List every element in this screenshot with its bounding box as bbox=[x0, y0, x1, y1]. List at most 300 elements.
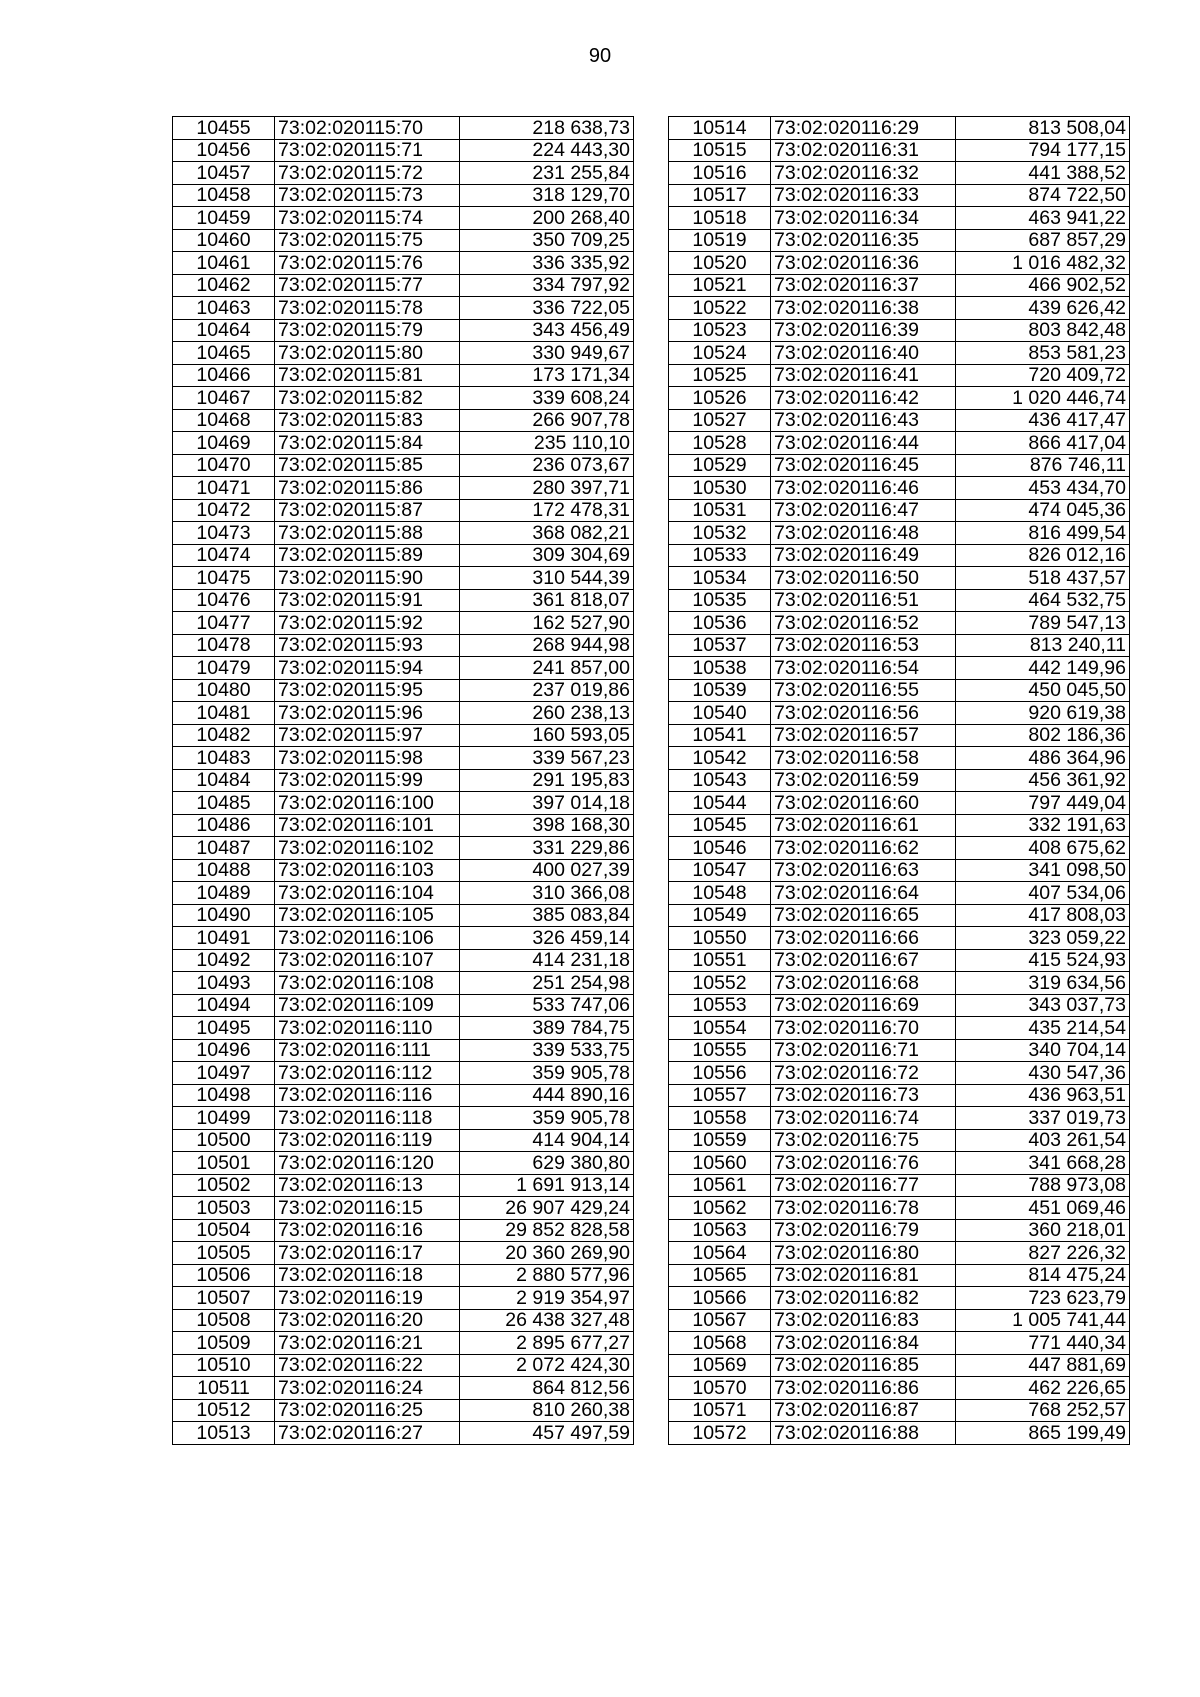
value-cell: 340 704,14 bbox=[956, 1039, 1130, 1062]
row-number-cell: 10544 bbox=[669, 792, 771, 815]
row-number-cell: 10464 bbox=[173, 319, 275, 342]
row-number-cell: 10475 bbox=[173, 567, 275, 590]
table-row bbox=[173, 882, 634, 905]
table-row bbox=[669, 1309, 1130, 1332]
row-number-cell: 10471 bbox=[173, 477, 275, 500]
value-cell: 310 544,39 bbox=[460, 567, 634, 590]
row-number-cell: 10526 bbox=[669, 387, 771, 410]
table-row bbox=[669, 1377, 1130, 1400]
value-cell: 323 059,22 bbox=[956, 927, 1130, 950]
table-row bbox=[173, 1017, 634, 1040]
cadastral-number-cell: 73:02:020116:16 bbox=[275, 1219, 460, 1242]
table-row bbox=[669, 117, 1130, 140]
table-row bbox=[669, 229, 1130, 252]
row-number-cell: 10461 bbox=[173, 252, 275, 275]
cadastral-number-cell: 73:02:020116:119 bbox=[275, 1129, 460, 1152]
value-cell: 339 533,75 bbox=[460, 1039, 634, 1062]
value-cell: 336 722,05 bbox=[460, 297, 634, 320]
row-number-cell: 10478 bbox=[173, 634, 275, 657]
cadastral-number-cell: 73:02:020116:35 bbox=[771, 229, 956, 252]
row-number-cell: 10528 bbox=[669, 432, 771, 455]
value-cell: 771 440,34 bbox=[956, 1332, 1130, 1355]
table-row bbox=[173, 252, 634, 275]
row-number-cell: 10467 bbox=[173, 387, 275, 410]
table-row bbox=[669, 1152, 1130, 1175]
row-number-cell: 10527 bbox=[669, 409, 771, 432]
table-row bbox=[669, 499, 1130, 522]
row-number-cell: 10536 bbox=[669, 612, 771, 635]
row-number-cell: 10560 bbox=[669, 1152, 771, 1175]
cadastral-number-cell: 73:02:020116:29 bbox=[771, 117, 956, 140]
cadastral-number-cell: 73:02:020116:71 bbox=[771, 1039, 956, 1062]
value-cell: 456 361,92 bbox=[956, 769, 1130, 792]
value-cell: 339 608,24 bbox=[460, 387, 634, 410]
value-cell: 26 438 327,48 bbox=[460, 1309, 634, 1332]
value-cell: 398 168,30 bbox=[460, 814, 634, 837]
row-number-cell: 10459 bbox=[173, 207, 275, 230]
cadastral-number-cell: 73:02:020116:65 bbox=[771, 904, 956, 927]
row-number-cell: 10513 bbox=[173, 1422, 275, 1445]
table-row bbox=[669, 387, 1130, 410]
row-number-cell: 10572 bbox=[669, 1422, 771, 1445]
value-cell: 486 364,96 bbox=[956, 747, 1130, 770]
row-number-cell: 10521 bbox=[669, 274, 771, 297]
row-number-cell: 10557 bbox=[669, 1084, 771, 1107]
table-row bbox=[173, 1242, 634, 1265]
value-cell: 337 019,73 bbox=[956, 1107, 1130, 1130]
cadastral-number-cell: 73:02:020116:48 bbox=[771, 522, 956, 545]
cadastral-number-cell: 73:02:020115:84 bbox=[275, 432, 460, 455]
value-cell: 853 581,23 bbox=[956, 342, 1130, 365]
row-number-cell: 10517 bbox=[669, 184, 771, 207]
table-row bbox=[669, 589, 1130, 612]
row-number-cell: 10501 bbox=[173, 1152, 275, 1175]
cadastral-number-cell: 73:02:020116:67 bbox=[771, 949, 956, 972]
cadastral-number-cell: 73:02:020116:77 bbox=[771, 1174, 956, 1197]
value-cell: 417 808,03 bbox=[956, 904, 1130, 927]
cadastral-number-cell: 73:02:020116:84 bbox=[771, 1332, 956, 1355]
value-cell: 451 069,46 bbox=[956, 1197, 1130, 1220]
value-cell: 231 255,84 bbox=[460, 162, 634, 185]
row-number-cell: 10570 bbox=[669, 1377, 771, 1400]
row-number-cell: 10509 bbox=[173, 1332, 275, 1355]
table-row bbox=[669, 972, 1130, 995]
row-number-cell: 10485 bbox=[173, 792, 275, 815]
cadastral-number-cell: 73:02:020116:66 bbox=[771, 927, 956, 950]
row-number-cell: 10533 bbox=[669, 544, 771, 567]
row-number-cell: 10530 bbox=[669, 477, 771, 500]
cadastral-number-cell: 73:02:020116:60 bbox=[771, 792, 956, 815]
row-number-cell: 10523 bbox=[669, 319, 771, 342]
value-cell: 2 895 677,27 bbox=[460, 1332, 634, 1355]
table-row bbox=[669, 769, 1130, 792]
cadastral-number-cell: 73:02:020115:93 bbox=[275, 634, 460, 657]
row-number-cell: 10566 bbox=[669, 1287, 771, 1310]
value-cell: 235 110,10 bbox=[460, 432, 634, 455]
cadastral-number-cell: 73:02:020115:90 bbox=[275, 567, 460, 590]
value-cell: 430 547,36 bbox=[956, 1062, 1130, 1085]
cadastral-number-cell: 73:02:020116:31 bbox=[771, 139, 956, 162]
value-cell: 876 746,11 bbox=[956, 454, 1130, 477]
left-table bbox=[172, 116, 634, 1445]
cadastral-number-cell: 73:02:020115:81 bbox=[275, 364, 460, 387]
table-row bbox=[173, 207, 634, 230]
row-number-cell: 10554 bbox=[669, 1017, 771, 1040]
row-number-cell: 10520 bbox=[669, 252, 771, 275]
table-row bbox=[173, 657, 634, 680]
table-row bbox=[669, 409, 1130, 432]
row-number-cell: 10561 bbox=[669, 1174, 771, 1197]
value-cell: 450 045,50 bbox=[956, 679, 1130, 702]
row-number-cell: 10463 bbox=[173, 297, 275, 320]
row-number-cell: 10519 bbox=[669, 229, 771, 252]
cadastral-number-cell: 73:02:020116:24 bbox=[275, 1377, 460, 1400]
cadastral-number-cell: 73:02:020116:40 bbox=[771, 342, 956, 365]
table-row bbox=[669, 1242, 1130, 1265]
cadastral-number-cell: 73:02:020116:74 bbox=[771, 1107, 956, 1130]
cadastral-number-cell: 73:02:020116:88 bbox=[771, 1422, 956, 1445]
table-row bbox=[173, 364, 634, 387]
table-row bbox=[173, 1399, 634, 1422]
table-row bbox=[669, 994, 1130, 1017]
row-number-cell: 10568 bbox=[669, 1332, 771, 1355]
value-cell: 864 812,56 bbox=[460, 1377, 634, 1400]
table-row bbox=[669, 364, 1130, 387]
value-cell: 827 226,32 bbox=[956, 1242, 1130, 1265]
cadastral-number-cell: 73:02:020116:63 bbox=[771, 859, 956, 882]
row-number-cell: 10508 bbox=[173, 1309, 275, 1332]
value-cell: 224 443,30 bbox=[460, 139, 634, 162]
value-cell: 403 261,54 bbox=[956, 1129, 1130, 1152]
cadastral-number-cell: 73:02:020116:78 bbox=[771, 1197, 956, 1220]
table-row bbox=[173, 319, 634, 342]
row-number-cell: 10548 bbox=[669, 882, 771, 905]
value-cell: 268 944,98 bbox=[460, 634, 634, 657]
table-row bbox=[173, 634, 634, 657]
value-cell: 720 409,72 bbox=[956, 364, 1130, 387]
cadastral-number-cell: 73:02:020116:22 bbox=[275, 1354, 460, 1377]
cadastral-number-cell: 73:02:020116:57 bbox=[771, 724, 956, 747]
value-cell: 453 434,70 bbox=[956, 477, 1130, 500]
page-number: 90 bbox=[588, 45, 612, 67]
table-row bbox=[669, 1332, 1130, 1355]
cadastral-number-cell: 73:02:020116:15 bbox=[275, 1197, 460, 1220]
value-cell: 359 905,78 bbox=[460, 1107, 634, 1130]
value-cell: 768 252,57 bbox=[956, 1399, 1130, 1422]
row-number-cell: 10515 bbox=[669, 139, 771, 162]
cadastral-number-cell: 73:02:020116:54 bbox=[771, 657, 956, 680]
value-cell: 291 195,83 bbox=[460, 769, 634, 792]
table-row bbox=[669, 792, 1130, 815]
cadastral-number-cell: 73:02:020116:68 bbox=[771, 972, 956, 995]
row-number-cell: 10499 bbox=[173, 1107, 275, 1130]
cadastral-number-cell: 73:02:020116:75 bbox=[771, 1129, 956, 1152]
row-number-cell: 10559 bbox=[669, 1129, 771, 1152]
cadastral-number-cell: 73:02:020115:99 bbox=[275, 769, 460, 792]
cadastral-number-cell: 73:02:020115:96 bbox=[275, 702, 460, 725]
value-cell: 400 027,39 bbox=[460, 859, 634, 882]
table-row bbox=[669, 949, 1130, 972]
cadastral-number-cell: 73:02:020115:75 bbox=[275, 229, 460, 252]
table-row bbox=[669, 882, 1130, 905]
value-cell: 260 238,13 bbox=[460, 702, 634, 725]
table-row bbox=[173, 904, 634, 927]
cadastral-number-cell: 73:02:020116:36 bbox=[771, 252, 956, 275]
table-row bbox=[669, 679, 1130, 702]
cadastral-number-cell: 73:02:020116:107 bbox=[275, 949, 460, 972]
value-cell: 464 532,75 bbox=[956, 589, 1130, 612]
cadastral-number-cell: 73:02:020116:112 bbox=[275, 1062, 460, 1085]
table-row bbox=[669, 252, 1130, 275]
row-number-cell: 10482 bbox=[173, 724, 275, 747]
cadastral-number-cell: 73:02:020115:97 bbox=[275, 724, 460, 747]
table-row bbox=[669, 657, 1130, 680]
row-number-cell: 10455 bbox=[173, 117, 275, 140]
cadastral-number-cell: 73:02:020116:108 bbox=[275, 972, 460, 995]
table-row bbox=[173, 1129, 634, 1152]
table-row bbox=[669, 1062, 1130, 1085]
value-cell: 826 012,16 bbox=[956, 544, 1130, 567]
value-cell: 1 691 913,14 bbox=[460, 1174, 634, 1197]
row-number-cell: 10510 bbox=[173, 1354, 275, 1377]
cadastral-number-cell: 73:02:020116:87 bbox=[771, 1399, 956, 1422]
row-number-cell: 10556 bbox=[669, 1062, 771, 1085]
table-row bbox=[173, 1062, 634, 1085]
row-number-cell: 10504 bbox=[173, 1219, 275, 1242]
table-row bbox=[669, 1017, 1130, 1040]
row-number-cell: 10535 bbox=[669, 589, 771, 612]
cadastral-number-cell: 73:02:020116:105 bbox=[275, 904, 460, 927]
row-number-cell: 10479 bbox=[173, 657, 275, 680]
row-number-cell: 10473 bbox=[173, 522, 275, 545]
table-row bbox=[173, 1332, 634, 1355]
table-row bbox=[669, 432, 1130, 455]
row-number-cell: 10483 bbox=[173, 747, 275, 770]
table-row bbox=[173, 229, 634, 252]
cadastral-number-cell: 73:02:020116:59 bbox=[771, 769, 956, 792]
value-cell: 310 366,08 bbox=[460, 882, 634, 905]
value-cell: 332 191,63 bbox=[956, 814, 1130, 837]
cadastral-number-cell: 73:02:020115:77 bbox=[275, 274, 460, 297]
row-number-cell: 10538 bbox=[669, 657, 771, 680]
value-cell: 2 072 424,30 bbox=[460, 1354, 634, 1377]
row-number-cell: 10496 bbox=[173, 1039, 275, 1062]
row-number-cell: 10502 bbox=[173, 1174, 275, 1197]
row-number-cell: 10487 bbox=[173, 837, 275, 860]
row-number-cell: 10490 bbox=[173, 904, 275, 927]
cadastral-number-cell: 73:02:020116:73 bbox=[771, 1084, 956, 1107]
row-number-cell: 10537 bbox=[669, 634, 771, 657]
row-number-cell: 10457 bbox=[173, 162, 275, 185]
cadastral-number-cell: 73:02:020116:13 bbox=[275, 1174, 460, 1197]
value-cell: 339 567,23 bbox=[460, 747, 634, 770]
row-number-cell: 10516 bbox=[669, 162, 771, 185]
value-cell: 474 045,36 bbox=[956, 499, 1130, 522]
cadastral-number-cell: 73:02:020116:32 bbox=[771, 162, 956, 185]
table-row bbox=[173, 679, 634, 702]
table-row bbox=[669, 1107, 1130, 1130]
table-row bbox=[669, 837, 1130, 860]
row-number-cell: 10460 bbox=[173, 229, 275, 252]
row-number-cell: 10486 bbox=[173, 814, 275, 837]
value-cell: 518 437,57 bbox=[956, 567, 1130, 590]
row-number-cell: 10474 bbox=[173, 544, 275, 567]
cadastral-number-cell: 73:02:020115:73 bbox=[275, 184, 460, 207]
value-cell: 336 335,92 bbox=[460, 252, 634, 275]
cadastral-number-cell: 73:02:020116:33 bbox=[771, 184, 956, 207]
table-row bbox=[669, 207, 1130, 230]
value-cell: 723 623,79 bbox=[956, 1287, 1130, 1310]
cadastral-number-cell: 73:02:020116:20 bbox=[275, 1309, 460, 1332]
row-number-cell: 10462 bbox=[173, 274, 275, 297]
row-number-cell: 10552 bbox=[669, 972, 771, 995]
value-cell: 436 417,47 bbox=[956, 409, 1130, 432]
cadastral-number-cell: 73:02:020116:17 bbox=[275, 1242, 460, 1265]
value-cell: 359 905,78 bbox=[460, 1062, 634, 1085]
row-number-cell: 10489 bbox=[173, 882, 275, 905]
cadastral-number-cell: 73:02:020116:104 bbox=[275, 882, 460, 905]
value-cell: 816 499,54 bbox=[956, 522, 1130, 545]
row-number-cell: 10481 bbox=[173, 702, 275, 725]
row-number-cell: 10532 bbox=[669, 522, 771, 545]
cadastral-number-cell: 73:02:020116:51 bbox=[771, 589, 956, 612]
table-row bbox=[173, 949, 634, 972]
row-number-cell: 10505 bbox=[173, 1242, 275, 1265]
table-row bbox=[669, 522, 1130, 545]
cadastral-number-cell: 73:02:020115:86 bbox=[275, 477, 460, 500]
cadastral-number-cell: 73:02:020116:47 bbox=[771, 499, 956, 522]
cadastral-number-cell: 73:02:020115:70 bbox=[275, 117, 460, 140]
cadastral-number-cell: 73:02:020116:106 bbox=[275, 927, 460, 950]
row-number-cell: 10522 bbox=[669, 297, 771, 320]
cadastral-number-cell: 73:02:020116:102 bbox=[275, 837, 460, 860]
value-cell: 407 534,06 bbox=[956, 882, 1130, 905]
table-row bbox=[173, 1039, 634, 1062]
cadastral-number-cell: 73:02:020115:72 bbox=[275, 162, 460, 185]
row-number-cell: 10553 bbox=[669, 994, 771, 1017]
value-cell: 389 784,75 bbox=[460, 1017, 634, 1040]
value-cell: 200 268,40 bbox=[460, 207, 634, 230]
value-cell: 266 907,78 bbox=[460, 409, 634, 432]
cadastral-number-cell: 73:02:020116:86 bbox=[771, 1377, 956, 1400]
value-cell: 318 129,70 bbox=[460, 184, 634, 207]
row-number-cell: 10563 bbox=[669, 1219, 771, 1242]
row-number-cell: 10529 bbox=[669, 454, 771, 477]
table-row bbox=[173, 1084, 634, 1107]
cadastral-number-cell: 73:02:020115:74 bbox=[275, 207, 460, 230]
value-cell: 172 478,31 bbox=[460, 499, 634, 522]
value-cell: 533 747,06 bbox=[460, 994, 634, 1017]
value-cell: 813 508,04 bbox=[956, 117, 1130, 140]
value-cell: 319 634,56 bbox=[956, 972, 1130, 995]
value-cell: 920 619,38 bbox=[956, 702, 1130, 725]
row-number-cell: 10511 bbox=[173, 1377, 275, 1400]
value-cell: 442 149,96 bbox=[956, 657, 1130, 680]
row-number-cell: 10506 bbox=[173, 1264, 275, 1287]
cadastral-number-cell: 73:02:020116:111 bbox=[275, 1039, 460, 1062]
value-cell: 1 016 482,32 bbox=[956, 252, 1130, 275]
value-cell: 1 005 741,44 bbox=[956, 1309, 1130, 1332]
row-number-cell: 10503 bbox=[173, 1197, 275, 1220]
table-row bbox=[173, 522, 634, 545]
row-number-cell: 10547 bbox=[669, 859, 771, 882]
cadastral-number-cell: 73:02:020116:38 bbox=[771, 297, 956, 320]
value-cell: 794 177,15 bbox=[956, 139, 1130, 162]
row-number-cell: 10518 bbox=[669, 207, 771, 230]
row-number-cell: 10539 bbox=[669, 679, 771, 702]
table-row bbox=[173, 184, 634, 207]
value-cell: 237 019,86 bbox=[460, 679, 634, 702]
table-row bbox=[173, 589, 634, 612]
value-cell: 408 675,62 bbox=[956, 837, 1130, 860]
table-row bbox=[669, 1039, 1130, 1062]
cadastral-number-cell: 73:02:020116:27 bbox=[275, 1422, 460, 1445]
table-row bbox=[669, 454, 1130, 477]
table-row bbox=[669, 297, 1130, 320]
value-cell: 331 229,86 bbox=[460, 837, 634, 860]
table-row bbox=[669, 1264, 1130, 1287]
table-row bbox=[173, 702, 634, 725]
cadastral-number-cell: 73:02:020115:98 bbox=[275, 747, 460, 770]
table-row bbox=[173, 1309, 634, 1332]
table-row bbox=[669, 927, 1130, 950]
row-number-cell: 10500 bbox=[173, 1129, 275, 1152]
table-row bbox=[669, 274, 1130, 297]
table-row bbox=[669, 567, 1130, 590]
table-row bbox=[173, 859, 634, 882]
table-row bbox=[669, 477, 1130, 500]
row-number-cell: 10466 bbox=[173, 364, 275, 387]
table-row bbox=[173, 477, 634, 500]
value-cell: 160 593,05 bbox=[460, 724, 634, 747]
cadastral-number-cell: 73:02:020116:69 bbox=[771, 994, 956, 1017]
value-cell: 803 842,48 bbox=[956, 319, 1130, 342]
cadastral-number-cell: 73:02:020116:42 bbox=[771, 387, 956, 410]
table-row bbox=[669, 1219, 1130, 1242]
table-row bbox=[173, 342, 634, 365]
cadastral-number-cell: 73:02:020116:76 bbox=[771, 1152, 956, 1175]
cadastral-number-cell: 73:02:020116:110 bbox=[275, 1017, 460, 1040]
row-number-cell: 10465 bbox=[173, 342, 275, 365]
table-row bbox=[173, 792, 634, 815]
table-row bbox=[669, 1354, 1130, 1377]
table-row bbox=[173, 1107, 634, 1130]
cadastral-number-cell: 73:02:020116:18 bbox=[275, 1264, 460, 1287]
row-number-cell: 10531 bbox=[669, 499, 771, 522]
table-row bbox=[669, 1197, 1130, 1220]
value-cell: 368 082,21 bbox=[460, 522, 634, 545]
row-number-cell: 10480 bbox=[173, 679, 275, 702]
cadastral-number-cell: 73:02:020116:55 bbox=[771, 679, 956, 702]
value-cell: 385 083,84 bbox=[460, 904, 634, 927]
cadastral-number-cell: 73:02:020116:34 bbox=[771, 207, 956, 230]
value-cell: 802 186,36 bbox=[956, 724, 1130, 747]
table-row bbox=[173, 544, 634, 567]
value-cell: 1 020 446,74 bbox=[956, 387, 1130, 410]
cadastral-number-cell: 73:02:020115:85 bbox=[275, 454, 460, 477]
table-row bbox=[173, 1354, 634, 1377]
value-cell: 866 417,04 bbox=[956, 432, 1130, 455]
table-row bbox=[173, 994, 634, 1017]
table-row bbox=[669, 342, 1130, 365]
value-cell: 241 857,00 bbox=[460, 657, 634, 680]
value-cell: 343 456,49 bbox=[460, 319, 634, 342]
value-cell: 218 638,73 bbox=[460, 117, 634, 140]
cadastral-number-cell: 73:02:020116:70 bbox=[771, 1017, 956, 1040]
table-row bbox=[669, 634, 1130, 657]
value-cell: 435 214,54 bbox=[956, 1017, 1130, 1040]
cadastral-number-cell: 73:02:020116:103 bbox=[275, 859, 460, 882]
